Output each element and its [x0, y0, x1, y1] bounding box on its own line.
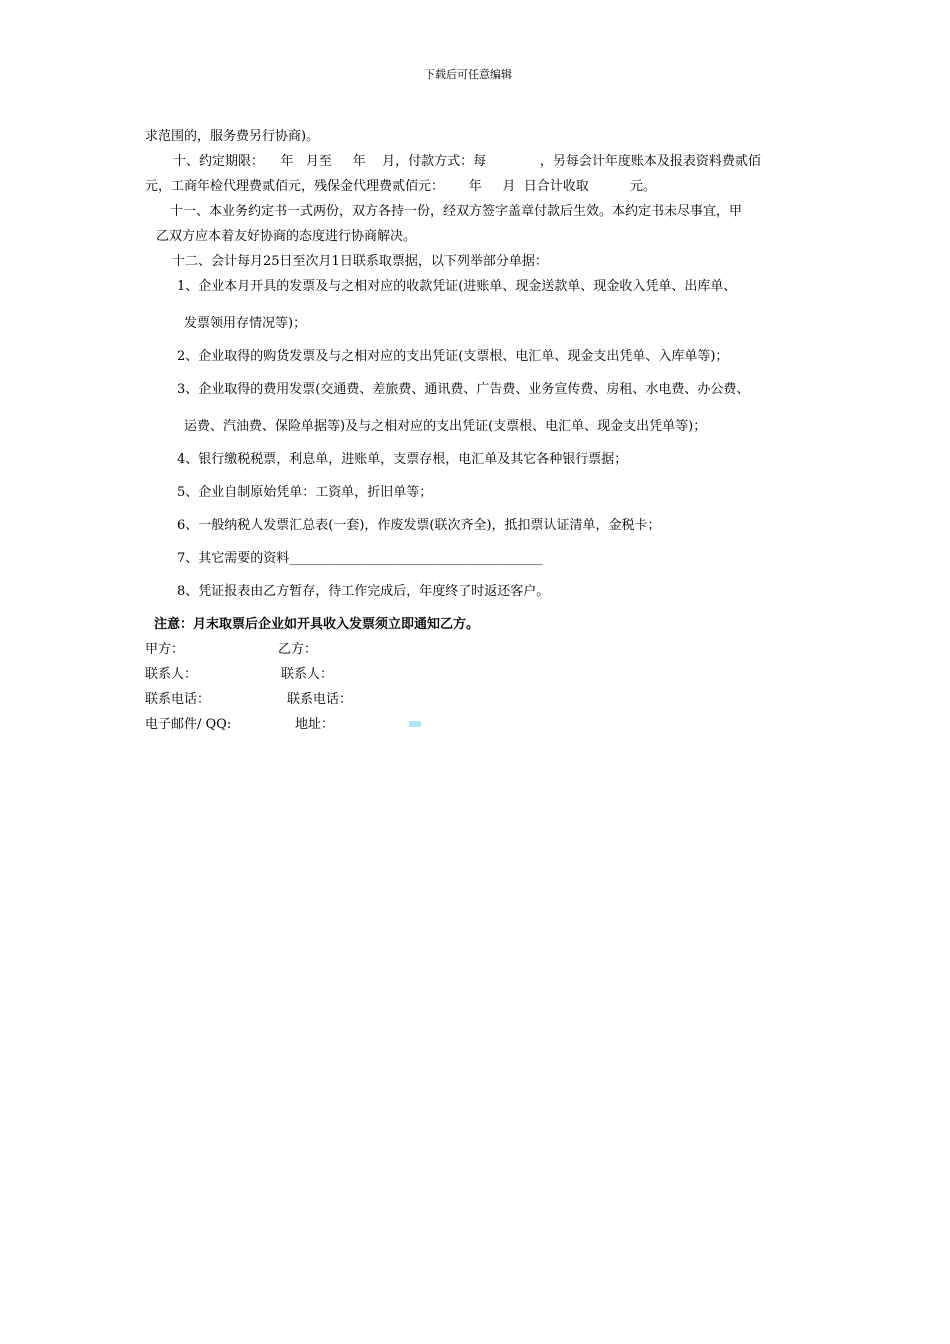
contact-b-label: 联系人： — [281, 667, 334, 682]
phone-a-label: 联系电话： — [145, 692, 211, 707]
list-item-1-continued: 发票领用存情况等)； — [184, 316, 307, 331]
clause-ten-line1: 十、约定期限： 年 月至 年 月，付款方式：每 ，另每会计年度账本及报表资料费贰佰 — [173, 154, 761, 169]
list-item-1: 1、企业本月开具的发票及与之相对应的收款凭证(进账单、现金送款单、现金收入凭单、出库单、 — [177, 279, 737, 294]
email-a-label: 电子邮件/ QQ: — [145, 717, 232, 732]
list-item-6: 6、一般纳税人发票汇总表(一套)，作废发票(联次齐全)，抵扣票认证清单，金税卡； — [177, 518, 661, 533]
contact-a-label: 联系人： — [145, 667, 198, 682]
list-item-7: 7、其它需要的资料_______________________________________ — [177, 551, 543, 566]
list-item-5: 5、企业自制原始凭单：工资单，折旧单等； — [177, 485, 433, 500]
clause-twelve-heading: 十二、会计每月25日至次月1日联系取票据，以下列举部分单据： — [172, 254, 548, 269]
highlight-mark — [409, 721, 421, 727]
clause-eleven-line2: 乙双方应本着友好协商的态度进行协商解决。 — [156, 229, 417, 244]
clause-eleven-line1: 十一、本业务约定书一式两份，双方各持一份，经双方签字盖章付款后生效。本约定书未尽事宜，甲 — [170, 204, 743, 219]
list-item-2: 2、企业取得的购货发票及与之相对应的支出凭证(支票根、电汇单、现金支出凭单、入库单等)； — [177, 349, 729, 364]
list-item-4: 4、银行缴税税票，利息单，进账单，支票存根，电汇单及其它各种银行票据； — [177, 452, 628, 467]
list-item-3: 3、企业取得的费用发票(交通费、差旅费、通讯费、广告费、业务宣传费、房租、水电费、办公费、 — [177, 382, 750, 397]
list-item-8: 8、凭证报表由乙方暂存，待工作完成后，年度终了时返还客户。 — [177, 584, 550, 599]
clause-ten-line2: 元，工商年检代理费贰佰元，残保金代理费贰佰元： 年 月 日合计收取 元。 — [145, 179, 657, 194]
party-a-label: 甲方： — [145, 642, 185, 657]
page-header: 下载后可任意编辑 — [424, 68, 512, 81]
notice-text: 注意：月末取票后企业如开具收入发票须立即通知乙方。 — [154, 617, 480, 632]
list-item-3-continued: 运费、汽油费、保险单据等)及与之相对应的支出凭证(支票根、电汇单、现金支出凭单等)； — [184, 419, 707, 434]
phone-b-label: 联系电话： — [287, 692, 353, 707]
party-b-label: 乙方： — [278, 642, 318, 657]
address-b-label: 地址： — [295, 717, 335, 732]
paragraph-line: 求范围的，服务费另行协商)。 — [145, 129, 320, 144]
